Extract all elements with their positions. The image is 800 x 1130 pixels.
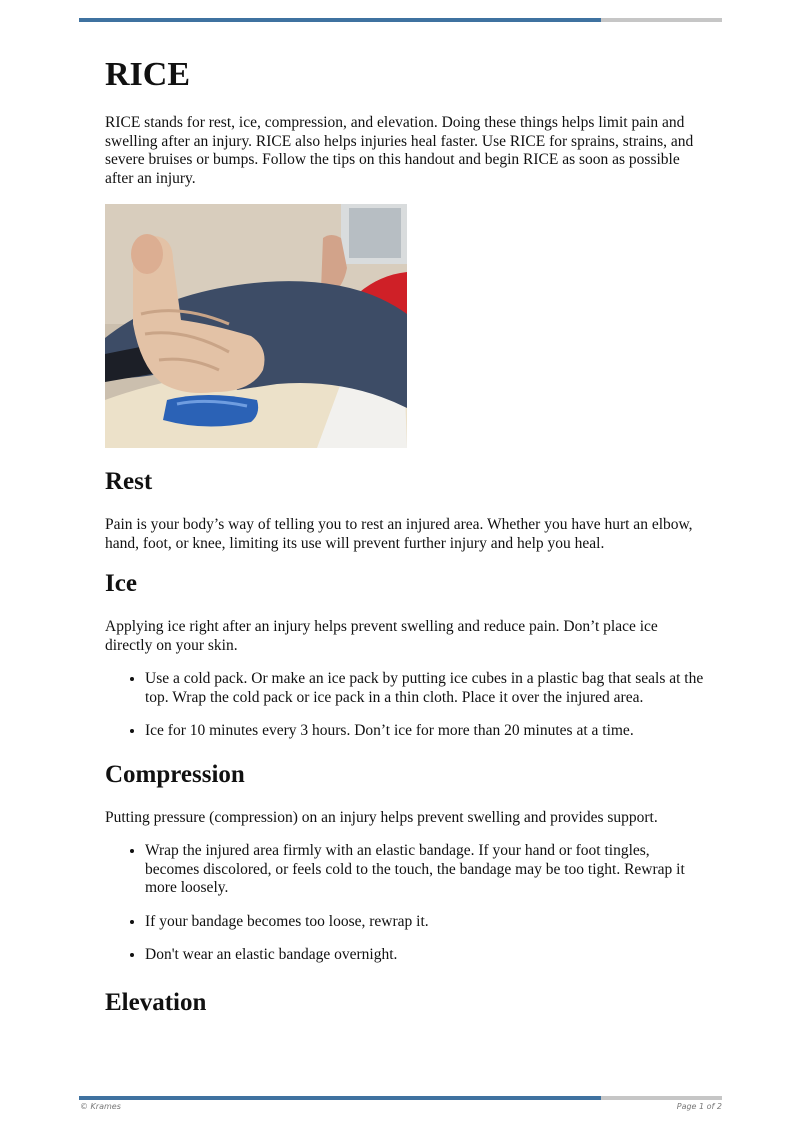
section-text-compression: Putting pressure (compression) on an injury helps prevent swelling and provides support. [105, 808, 658, 826]
bandaged-foot-photo [105, 204, 407, 448]
footer-rule-grey [601, 1096, 722, 1100]
list-item: • Wrap the injured area firmly with an elastic bandage. If your hand or foot tingles, becomes discolored, or feels cold to the touch, the bandage may be too tight. Rewrap it more loosely. [145, 842, 705, 898]
section-text-ice: Applying ice right after an injury helps prevent swelling and reduce pain. Don’t place ice directly on your skin. [105, 618, 658, 654]
section-heading-compression: Compression [105, 760, 245, 788]
list-item: • Use a cold pack. Or make an ice pack by putting ice cubes in a plastic bag that seals at the top. Wrap the cold pack or ice pack in a thin cloth. Place it over the injured area. [145, 670, 705, 707]
list-item: • If your bandage becomes too loose, rewrap it. [145, 913, 705, 932]
header-rule-grey [601, 18, 722, 22]
footer-rule-accent [79, 1096, 601, 1100]
header-rule-accent [79, 18, 601, 22]
page-title: RICE [105, 56, 191, 93]
footer-page-number: Page 1 of 2 [676, 1102, 722, 1111]
document-body [105, 52, 705, 1019]
footer-copyright: © Krames [80, 1102, 121, 1111]
section-heading-elevation: Elevation [105, 988, 207, 1016]
header-rule [79, 18, 722, 22]
intro-paragraph: RICE stands for rest, ice, compression, and elevation. Doing these things helps limit pain and swelling after an injury. RICE also helps injuries heal faster. Use RICE for sprains, strains, and severe bruises or bumps. Follow the tips on this handout and begin RICE as soon as possible after an injury. [105, 114, 694, 187]
compression-tips-list [105, 842, 705, 965]
ice-tips-list [105, 670, 705, 741]
list-item: • Ice for 10 minutes every 3 hours. Don’t ice for more than 20 minutes at a time. [145, 722, 705, 741]
section-heading-rest: Rest [105, 468, 153, 495]
section-heading-ice: Ice [105, 570, 137, 597]
list-item: • Don't wear an elastic bandage overnight. [145, 946, 705, 965]
section-text-rest: Pain is your body’s way of telling you to rest an injured area. Whether you have hurt an elbow, hand, foot, or knee, limiting its use will prevent further injury and help you heal. [105, 516, 693, 552]
footer-rule [79, 1096, 722, 1100]
